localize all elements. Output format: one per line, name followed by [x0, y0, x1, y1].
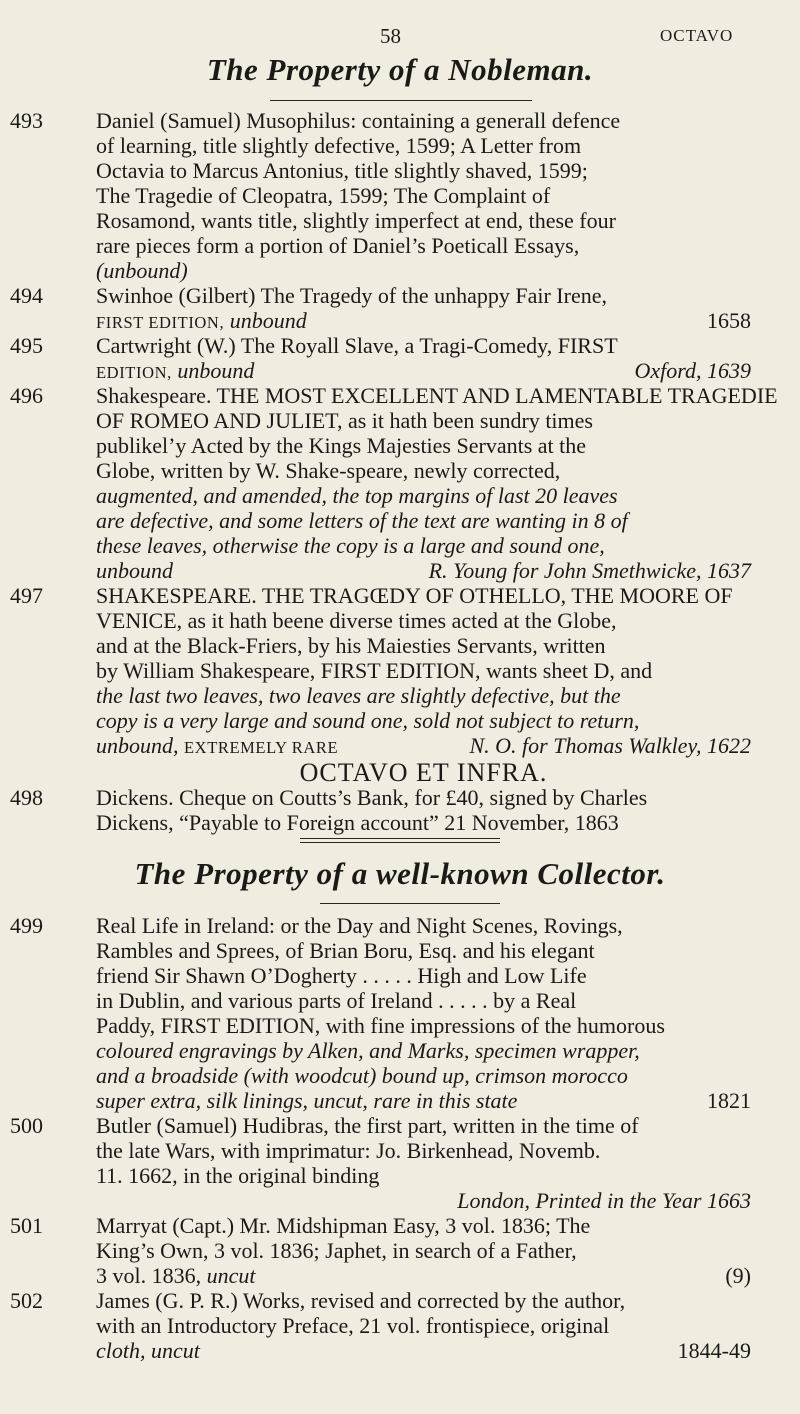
text-line: London, Printed in the Year 1663 — [457, 1188, 751, 1213]
text-line: copy is a very large and sound one, sold not subject to return, — [96, 708, 640, 733]
section-label: OCTAVO — [660, 26, 734, 45]
text-line: these leaves, otherwise the copy is a large and sound one, — [96, 533, 605, 558]
binding-note: super extra, silk linings, uncut, rare in this state — [96, 1088, 518, 1113]
lot-description — [96, 108, 751, 283]
text-line: coloured engravings by Alken, and Marks, specimen wrapper, — [96, 1038, 640, 1063]
lot-number: 501 — [10, 1213, 43, 1238]
lot-description — [96, 913, 751, 1113]
text-line — [96, 1263, 751, 1288]
binding-note: uncut — [206, 1263, 256, 1288]
lot-count: (9) — [725, 1263, 751, 1288]
text-line: Octavia to Marcus Antonius, title slightly shaved, 1599; — [96, 158, 588, 183]
text-line: Rambles and Sprees, of Brian Boru, Esq. and his elegant — [96, 938, 595, 963]
text-line: Cartwright (W.) The Royall Slave, a Tragi-Comedy, FIRST — [96, 333, 618, 358]
edition-note: EDITION, — [96, 363, 172, 382]
text-line: VENICE, as it hath beene diverse times acted at the Globe, — [96, 608, 617, 633]
page-header — [0, 22, 800, 52]
text-line — [96, 733, 751, 760]
text-line: augmented, and amended, the top margins of last 20 leaves — [96, 483, 618, 508]
text-line: Paddy, FIRST EDITION, with fine impressions of the humorous — [96, 1013, 665, 1038]
text-line: in Dublin, and various parts of Ireland . . . . . by a Real — [96, 988, 577, 1013]
text-line: the late Wars, with imprimatur: Jo. Birkenhead, Novemb. — [96, 1138, 601, 1163]
text-line: OF ROMEO AND JULIET, as it hath been sundry times — [96, 408, 593, 433]
text-line: publikel’y Acted by the Kings Majesties Servants at the — [96, 433, 587, 458]
text-line: and at the Black-Friers, by his Maiesties Servants, written — [96, 633, 606, 658]
lot-number: 494 — [10, 283, 43, 308]
page-number: 58 — [380, 24, 401, 48]
section-heading-nobleman: The Property of a Nobleman. — [206, 52, 594, 87]
text-line: (unbound) — [96, 258, 188, 283]
binding-note: cloth, uncut — [96, 1338, 200, 1363]
text-line: the last two leaves, two leaves are slightly defective, but the — [96, 683, 621, 708]
text-line — [96, 1338, 751, 1363]
text-line: Dickens, “Payable to Foreign account” 21 November, 1863 — [96, 810, 619, 835]
edition-note: FIRST EDITION, — [96, 313, 225, 332]
lot-number: 497 — [10, 583, 43, 608]
lot-number: 496 — [10, 383, 43, 408]
section-heading-collector: The Property of a well-known Collector. — [134, 856, 666, 891]
lot-description — [96, 1113, 751, 1213]
lot-imprint: R. Young for John Smethwicke, 1637 — [428, 558, 751, 583]
lot-number: 500 — [10, 1113, 43, 1138]
text-line: Marryat (Capt.) Mr. Midshipman Easy, 3 vol. 1836; The — [96, 1213, 591, 1238]
text-line: Real Life in Ireland: or the Day and Night Scenes, Rovings, — [96, 913, 623, 938]
text-line: and a broadside (with woodcut) bound up, crimson morocco — [96, 1063, 628, 1088]
divider-rule — [300, 842, 500, 843]
text-line: The Tragedie of Cleopatra, 1599; The Complaint of — [96, 183, 551, 208]
text-line — [96, 358, 751, 385]
lot-description — [96, 1213, 751, 1288]
lot-description — [96, 1288, 751, 1363]
rarity-note: EXTREMELY RARE — [184, 738, 339, 757]
binding-note: unbound — [96, 558, 173, 583]
lot-number: 499 — [10, 913, 43, 938]
volume-note: 3 vol. 1836, — [96, 1263, 202, 1288]
binding-note: unbound — [229, 308, 307, 333]
text-line: Dickens. Cheque on Coutts’s Bank, for £40, signed by Charles — [96, 785, 648, 810]
lot-description — [96, 785, 751, 835]
text-line: King’s Own, 3 vol. 1836; Japhet, in search of a Father, — [96, 1238, 577, 1263]
text-line: SHAKESPEARE. THE TRAGŒDY OF OTHELLO, THE MOORE OF — [96, 583, 733, 608]
text-line: are defective, and some letters of the text are wanting in 8 of — [96, 508, 628, 533]
text-line: by William Shakespeare, FIRST EDITION, wants sheet D, and — [96, 658, 653, 683]
binding-note: unbound — [177, 358, 255, 383]
lot-number: 495 — [10, 333, 43, 358]
lot-description — [96, 583, 751, 785]
subsection-heading: OCTAVO ET INFRA. — [299, 758, 548, 787]
lot-imprint: Oxford, 1639 — [634, 358, 751, 383]
text-line: Shakespeare. THE MOST EXCELLENT AND LAMENTABLE TRAGEDIE — [96, 383, 778, 408]
text-line: 11. 1662, in the original binding — [96, 1163, 380, 1188]
lot-number: 493 — [10, 108, 43, 133]
lot-description — [96, 283, 751, 335]
text-line — [96, 1088, 751, 1113]
text-line: with an Introductory Preface, 21 vol. frontispiece, original — [96, 1313, 610, 1338]
binding-note: unbound, — [96, 733, 179, 758]
text-line — [96, 308, 751, 335]
text-line: Butler (Samuel) Hudibras, the first part, written in the time of — [96, 1113, 639, 1138]
lot-date: 1658 — [707, 308, 751, 333]
text-line: Globe, written by W. Shake-speare, newly corrected, — [96, 458, 561, 483]
text-line: Rosamond, wants title, slightly imperfect at end, these four — [96, 208, 616, 233]
text-line: Daniel (Samuel) Musophilus: containing a generall defence — [96, 108, 621, 133]
lot-number: 498 — [10, 785, 43, 810]
divider-rule — [300, 838, 500, 839]
text-line: Swinhoe (Gilbert) The Tragedy of the unhappy Fair Irene, — [96, 283, 607, 308]
heading-rule — [320, 903, 500, 904]
text-line: James (G. P. R.) Works, revised and corrected by the author, — [96, 1288, 626, 1313]
lot-imprint: N. O. for Thomas Walkley, 1622 — [469, 733, 751, 758]
lot-description — [96, 383, 778, 583]
lot-date: 1844-49 — [677, 1338, 751, 1363]
lot-date: 1821 — [707, 1088, 751, 1113]
text-line — [96, 558, 751, 583]
text-line: rare pieces form a portion of Daniel’s Poeticall Essays, — [96, 233, 580, 258]
lot-description — [96, 333, 751, 385]
heading-rule — [270, 100, 532, 101]
text-line: of learning, title slightly defective, 1599; A Letter from — [96, 133, 582, 158]
lot-number: 502 — [10, 1288, 43, 1313]
text-line: friend Sir Shawn O’Dogherty . . . . . High and Low Life — [96, 963, 587, 988]
